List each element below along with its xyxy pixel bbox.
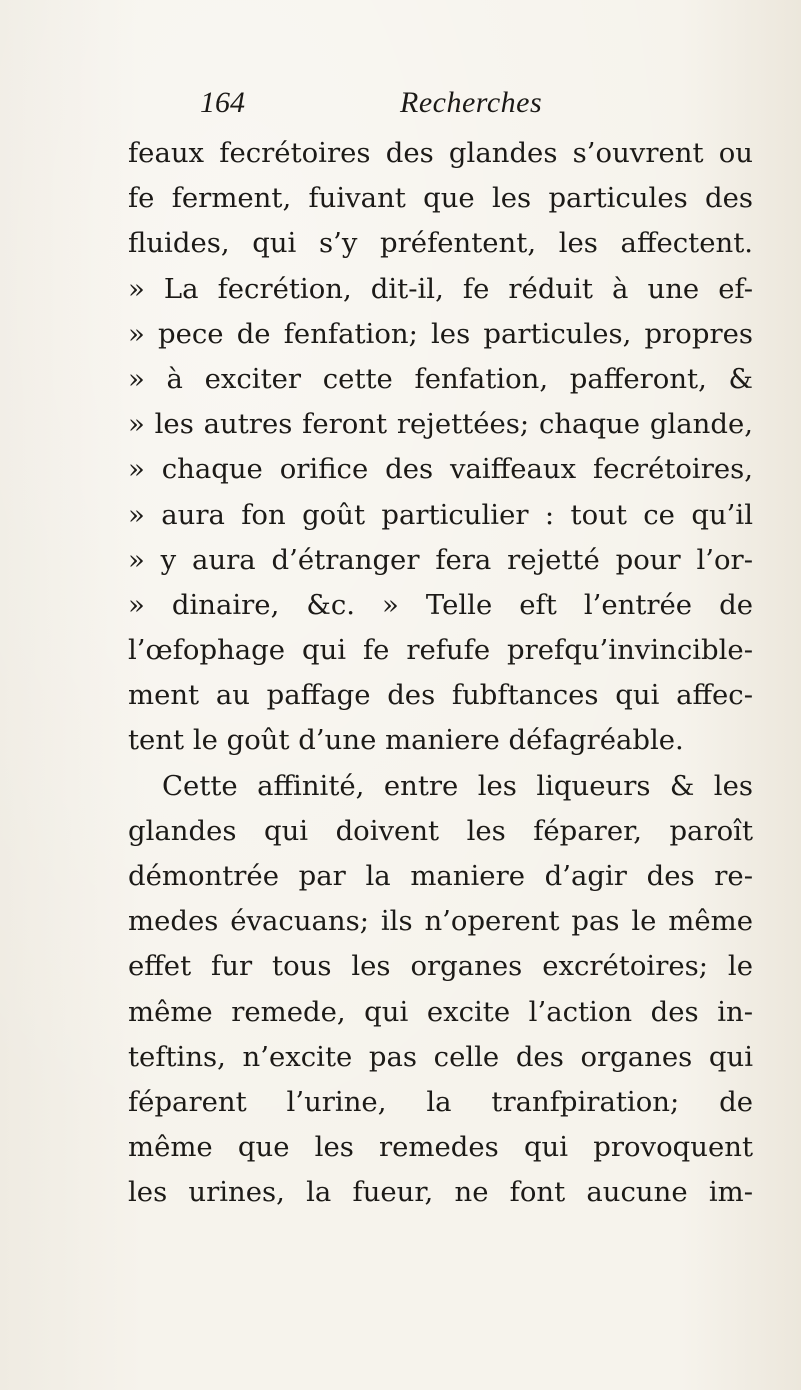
text-line: » La fecrétion, dit-il, fe réduit à une ef- xyxy=(128,272,753,305)
text-line: feaux fecrétoires des glandes s’ouvrent ou xyxy=(128,137,753,169)
text-line: l’œfophage qui fe refufe prefqu’invincible- xyxy=(128,634,753,667)
text-line: medes évacuans; ils n’operent pas le même xyxy=(128,905,753,938)
text-line: glandes qui doivent les féparer, paroît xyxy=(128,814,753,847)
page-number: 164 xyxy=(200,86,245,119)
running-title: Recherches xyxy=(400,86,543,119)
text-line: fluides, qui s’y préfentent, les affectent. xyxy=(128,227,753,260)
text-line: teftins, n’excite pas celle des organes qui xyxy=(128,1040,753,1073)
text-line: » chaque orifice des vaiffeaux fecrétoires, xyxy=(128,453,753,486)
paragraph-start-line: Cette affinité, entre les liqueurs & les xyxy=(162,769,753,802)
text-line: » à exciter cette fenfation, pafferont, & xyxy=(128,362,753,395)
text-line: » y aura d’étranger fera rejetté pour l’or- xyxy=(128,543,753,576)
text-line: tent le goût d’une maniere défagréable. xyxy=(128,724,684,757)
running-head xyxy=(200,86,600,126)
text-line: » pece de fenfation; les particules, propres xyxy=(128,317,753,350)
text-line: démontrée par la maniere d’agir des re- xyxy=(128,860,753,892)
text-line: féparent l’urine, la tranfpiration; de xyxy=(128,1085,753,1118)
text-line: même que les remedes qui provoquent xyxy=(128,1131,753,1164)
text-line: effet fur tous les organes excrétoires; le xyxy=(128,950,753,983)
text-line: même remede, qui excite l’action des in- xyxy=(128,995,753,1028)
body-text xyxy=(128,131,753,1216)
text-line: fe ferment, fuivant que les particules des xyxy=(128,182,753,215)
text-line: les urines, la fueur, ne font aucune im- xyxy=(128,1176,753,1209)
text-line: » aura fon goût particulier : tout ce qu’il xyxy=(128,498,753,531)
text-line: ment au paffage des fubftances qui affec- xyxy=(128,679,753,712)
text-line: » dinaire, &c. » Telle eft l’entrée de xyxy=(128,588,753,621)
text-line: » les autres feront rejettées; chaque glande, xyxy=(128,408,753,441)
